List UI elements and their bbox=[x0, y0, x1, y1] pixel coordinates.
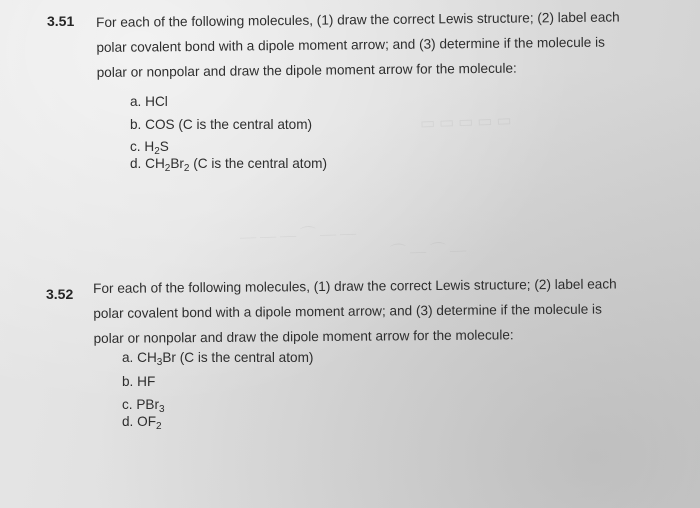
part-d bbox=[122, 414, 162, 432]
part-a bbox=[122, 350, 314, 368]
problem-text-line: For each of the following molecules, (1) draw the correct Lewis structure; (2) label each bbox=[93, 276, 617, 296]
part-letter: c. bbox=[130, 139, 141, 154]
bleed-through-marks: ▭ ▭ ▭ ▭ ▭ bbox=[419, 112, 512, 133]
problem-text-line: polar covalent bond with a dipole moment arrow; and (3) determine if the molecule is bbox=[93, 301, 602, 321]
part-b bbox=[122, 374, 155, 389]
part-letter: d. bbox=[130, 156, 142, 171]
bleed-through-marks: ⌒ — ⌒ — bbox=[389, 241, 467, 262]
bleed-through-marks: — — — ⌒ — — bbox=[239, 224, 357, 247]
part-formula: HF bbox=[137, 374, 156, 389]
problem-number: 3.51 bbox=[47, 13, 75, 29]
part-c bbox=[122, 397, 165, 415]
part-formula: $CH_3Br$ bbox=[137, 350, 176, 368]
problem-text-line: polar or nonpolar and draw the dipole moment arrow for the molecule: bbox=[93, 327, 514, 346]
part-letter: c. bbox=[122, 397, 133, 412]
problem-text bbox=[93, 271, 617, 351]
part-d bbox=[130, 156, 327, 174]
part-a bbox=[130, 94, 168, 109]
part-c bbox=[130, 139, 169, 157]
problem-text-line: polar covalent bond with a dipole moment arrow; and (3) determine if the molecule is bbox=[96, 34, 605, 55]
part-formula: COS bbox=[145, 117, 175, 132]
problem-text-line: polar or nonpolar and draw the dipole moment arrow for the molecule: bbox=[96, 60, 517, 80]
part-formula: $OF_2$ bbox=[137, 414, 162, 432]
problem-text-line: For each of the following molecules, (1) draw the correct Lewis structure; (2) label each bbox=[96, 9, 620, 30]
part-note: (C is the central atom) bbox=[178, 117, 313, 132]
part-note: (C is the central atom) bbox=[179, 350, 314, 365]
part-letter: a. bbox=[130, 94, 142, 109]
part-letter: a. bbox=[122, 350, 134, 365]
part-letter: b. bbox=[122, 374, 134, 389]
part-formula: $H_2S$ bbox=[144, 139, 169, 157]
part-formula: PBr$_3$ bbox=[136, 397, 165, 415]
part-letter: b. bbox=[130, 117, 142, 132]
problem-text bbox=[96, 5, 620, 85]
part-formula: HCl bbox=[145, 94, 168, 109]
part-note: (C is the central atom) bbox=[193, 156, 327, 171]
problem-number: 3.52 bbox=[46, 286, 74, 302]
part-formula: $CH_2Br_2$ bbox=[145, 156, 190, 174]
part-b bbox=[130, 117, 312, 132]
part-letter: d. bbox=[122, 414, 134, 429]
